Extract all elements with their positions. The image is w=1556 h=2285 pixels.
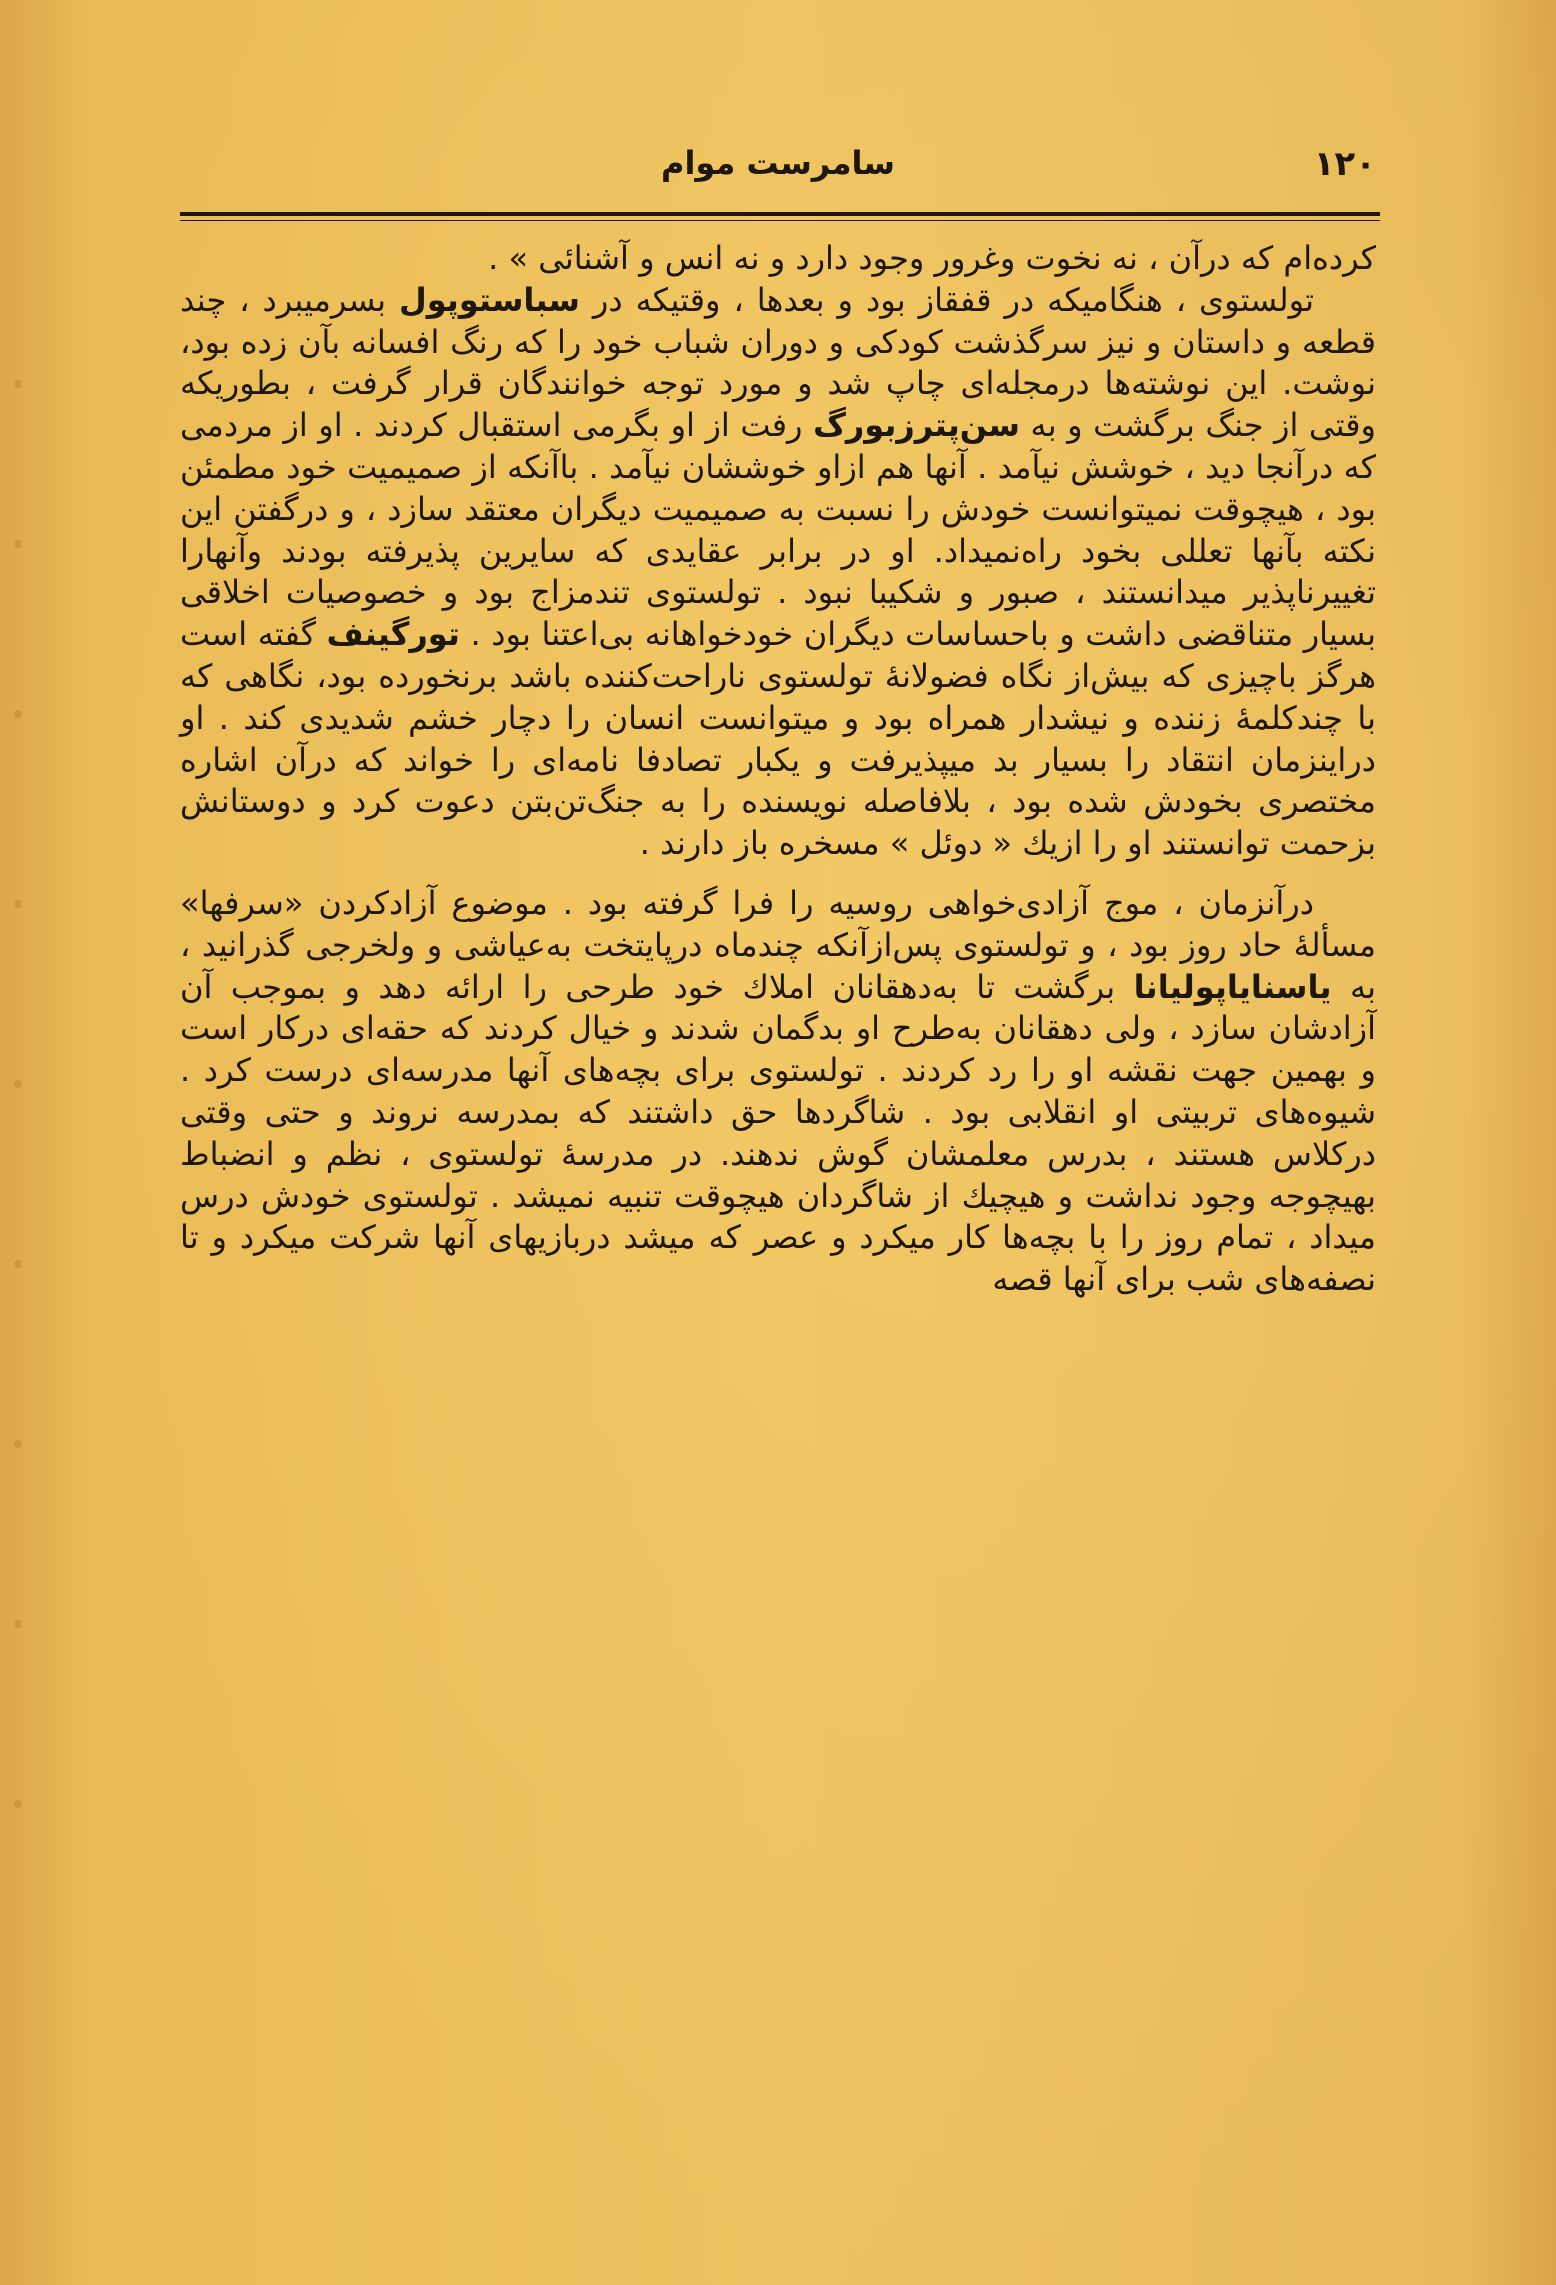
text-segment: برگشت تا به‌دهقانان املاك خود طرحی را ارائه دهد و بموجب آن آزادشان سازد ، ولی دهقانان به‌طرح او بدگمان شدند و خیال کردند که حقه‌ای درکار است و بهمین جهت نقشه او را رد کردند . تولستوی برای بچه‌های آنها مدرسه‌ای درست کرد . شیوه‌های تربیتی او انقلابی بود . شاگردها حق داشتند که بمدرسه نروند و حتی وقتی درکلاس هستند ، بدرس معلمشان گوش ندهند. در مدرسهٔ تولستوی ، نظم و انضباط بهیچوجه وجود نداشت و هیچیك از شاگردان هیچوقت تنبیه نمیشد . تولستوی خودش درس میداد ، تمام روز را با بچه‌ها کار میکرد و عصر که میشد دربازیهای آنها شرکت میکرد و تا نصفه‌های شب برای آنها قصه xyxy=(180,967,1376,1299)
header-rule-thick xyxy=(180,212,1380,216)
binding-hole xyxy=(14,710,22,718)
binding-hole xyxy=(14,540,22,548)
binding-hole xyxy=(14,380,22,388)
binding-hole xyxy=(14,1620,22,1628)
page-number: ۱۲۰ xyxy=(1313,144,1376,184)
bold-term: سباستوپول xyxy=(398,280,580,319)
binding-holes xyxy=(14,380,24,1880)
body-text xyxy=(180,238,1376,1301)
running-title: سامرست موام xyxy=(661,144,895,182)
text-segment: رفت از او بگرمی استقبال کردند . او از مردمی که درآنجا دید ، خوشش نیآمد . آنها هم ازاو خوششان نیآمد . باآنکه از صمیمیت خود مطمئن بود ، هیچوقت نمیتوانست خودش را نسبت به صمیمیت دیگران معتقد سازد ، و درگفتن این نکته بآنها تعللی بخود راه‌نمیداد. او در برابر عقایدی که سایرین پذیرفته بودند وآنهارا تغییرناپذیر میدانستند ، صبور و شکیبا نبود . تولستوی تندمزاج بود و خصوصیات اخلاقی بسیار متناقضی داشت و باحساسات دیگران خودخواهانه بی‌اعتنا بود . xyxy=(180,406,1377,654)
text-segment: تولستوی ، هنگامیکه در قفقاز بود و بعدها ، وقتیکه در xyxy=(579,280,1315,319)
bold-term: سن‌پترزبورگ xyxy=(813,406,1020,445)
text-segment: کرده‌ام که درآن ، نه نخوت وغرور وجود دارد و نه انس و آشنائی » . xyxy=(488,239,1376,277)
page-header xyxy=(180,140,1376,210)
binding-hole xyxy=(14,1440,22,1448)
binding-hole xyxy=(14,1080,22,1088)
header-rule-thin xyxy=(180,220,1380,221)
binding-hole xyxy=(14,1260,22,1268)
bold-term: تورگینف xyxy=(326,615,460,654)
text-segment: درآنزمان ، موج آزادی‌خواهی روسیه را فرا گرفته بود . موضوع آزادکردن «سرفها» مسألهٔ حاد روز بود ، و تولستوی پس‌ازآنکه چندماه درپایتخت به‌عیاشی و ولخرجی گذرانید ، به xyxy=(180,883,1377,1006)
text-segment: بسرمیبرد ، چند قطعه و داستان و نیز سرگذشت کودکی و دوران شباب خود را که رنگ افسانه بآن زده بود، نوشت. این نوشته‌ها درمجله‌ای چاپ شد و مورد توجه خوانندگان قرار گرفت ، بطوریکه وقتی از جنگ برگشت و به xyxy=(180,280,1377,445)
bold-term: یاسناياپوليانا xyxy=(1133,967,1332,1006)
paragraph xyxy=(180,883,1376,1301)
paragraph xyxy=(180,280,1376,865)
paragraph xyxy=(180,238,1376,280)
binding-hole xyxy=(14,1800,22,1808)
text-segment: گفته است هرگز باچیزی که بیش‌از نگاه فضولانهٔ تولستوی ناراحت‌کننده باشد برنخورده بود، نگاهی که با چندکلمهٔ زننده و نیشدار همراه بود و میتوانست انسان را دچار خشم شدیدی کند . او دراینزمان انتقاد را بسیار بد میپذیرفت و یکبار تصادفا نامه‌ای را خواند که درآن اشاره مختصری بخودش شده بود ، بلافاصله نویسنده را به جنگ‌تن‌بتن دعوت کرد و دوستانش بزحمت توانستند او را ازیك « دوئل » مسخره باز دارند . xyxy=(180,615,1376,863)
binding-hole xyxy=(14,900,22,908)
